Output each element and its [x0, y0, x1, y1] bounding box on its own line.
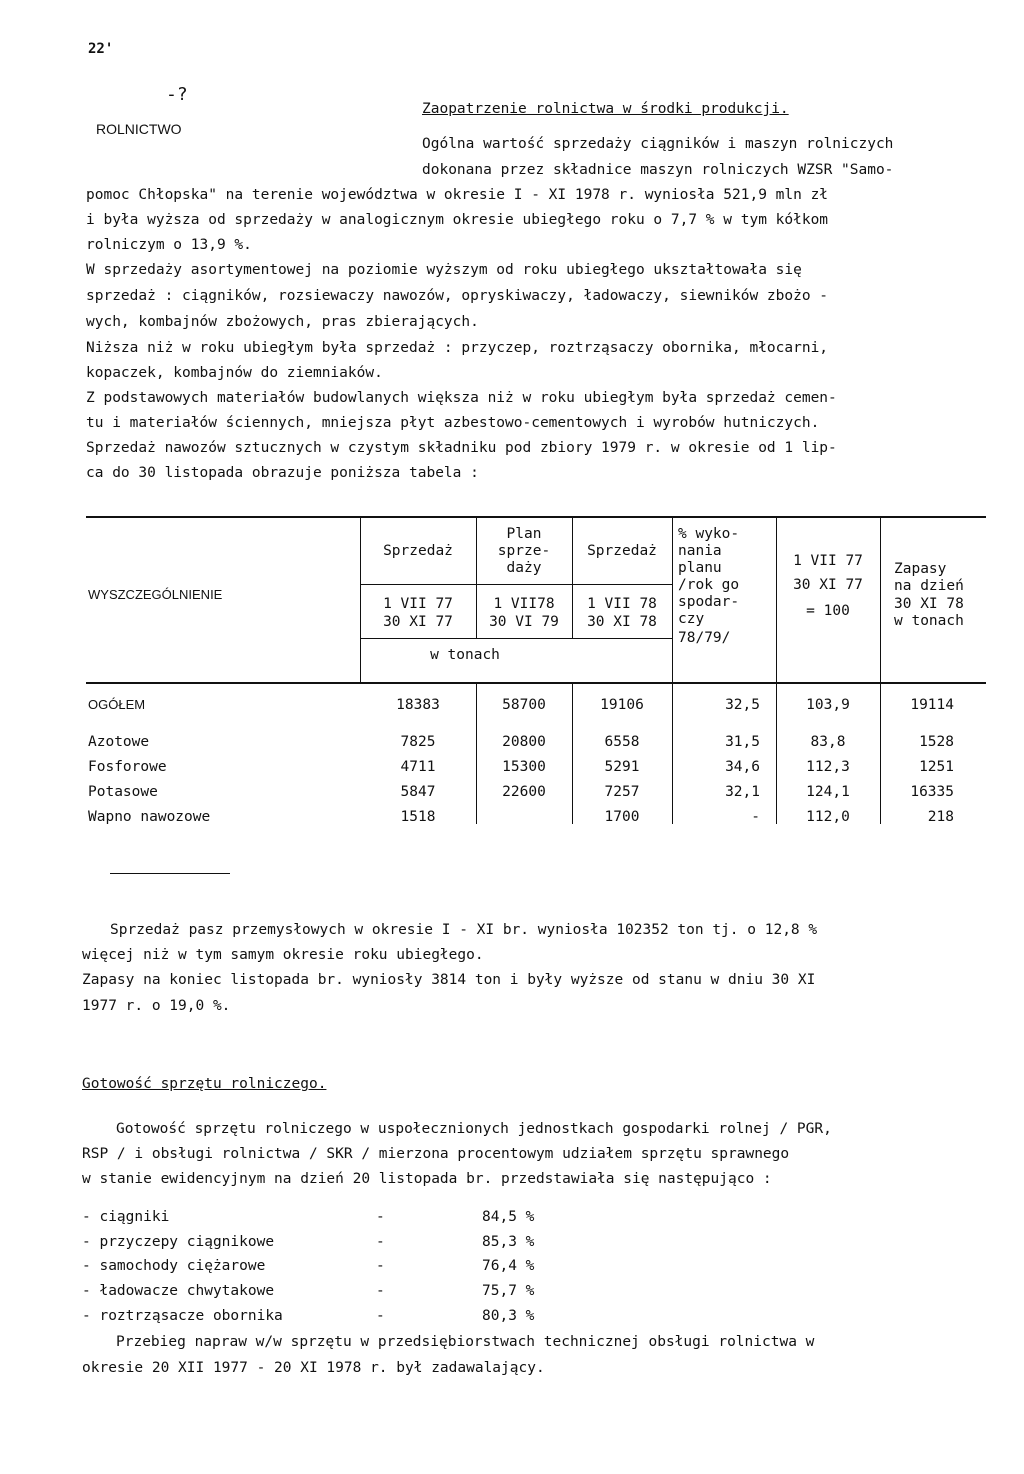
header-sales-1977-to: 30 XI 77 [383, 614, 453, 630]
header-plan-to: 30 VI 79 [489, 614, 559, 630]
row-ratio: 112,0 [806, 809, 850, 825]
header-plan-from: 1 VII78 [493, 596, 555, 612]
item-value: 80,3 % [482, 1308, 535, 1324]
supply-line: sprzedaż : ciągników, rozsiewaczy nawozów, opryskiwaczy, ładowaczy, siewników zbożo - [86, 288, 829, 304]
item-value: 84,5 % [482, 1209, 535, 1225]
supply-line: Z podstawowych materiałów budowlanych większa niż w roku ubiegłym była sprzedaż cemen- [86, 390, 837, 406]
row-stock: 19114 [910, 697, 954, 713]
supply-line: Ogólna wartość sprzedaży ciągników i maszyn rolniczych [422, 136, 894, 152]
header-sales-1977-from: 1 VII 77 [383, 596, 453, 612]
readiness-intro-line: RSP / i obsługi rolnictwa / SKR / mierzona procentowym udziałem sprzętu sprawnego [82, 1146, 790, 1162]
supply-line: W sprzedaży asortymentowej na poziomie wyższym od roku ubiegłego ukształtowała się [86, 262, 802, 278]
row-sales-1978: 5291 [604, 759, 640, 775]
item-dash: - [376, 1258, 385, 1274]
row-name: Fosforowe [88, 759, 167, 775]
row-sales-1978: 6558 [604, 734, 640, 750]
supply-line: dokonana przez składnice maszyn rolniczych WZSR "Samo- [422, 162, 894, 178]
row-stock: 16335 [910, 784, 954, 800]
row-sales-1977: 18383 [396, 697, 440, 713]
header-plan: Plan [506, 526, 542, 542]
row-ratio: 83,8 [810, 734, 846, 750]
header-ratio: = 100 [806, 603, 850, 619]
row-plan: 22600 [502, 784, 546, 800]
supply-line: rolniczym o 13,9 %. [86, 237, 252, 253]
page-number: 22' [88, 41, 114, 57]
section-label: ROLNICTWO [96, 121, 182, 137]
header-sales-1978-from: 1 VII 78 [587, 596, 657, 612]
header-stock: na dzień [894, 578, 964, 594]
header-pct: % wyko- [678, 526, 740, 542]
row-sales-1978: 1700 [604, 809, 640, 825]
feed-sales-line: więcej niż w tym samym okresie roku ubiegłego. [82, 947, 484, 963]
row-plan: 58700 [502, 697, 546, 713]
row-plan: 20800 [502, 734, 546, 750]
readiness-heading: Gotowość sprzętu rolniczego. [82, 1076, 327, 1092]
row-ratio: 112,3 [806, 759, 850, 775]
footnote-rule [110, 873, 230, 874]
row-sales-1977: 7825 [400, 734, 436, 750]
supply-line: ca do 30 listopada obrazuje poniższa tabela : [86, 465, 479, 481]
header-pct: /rok go [678, 577, 740, 593]
header-ratio: 1 VII 77 [793, 553, 863, 569]
row-stock: 1528 [919, 734, 954, 750]
readiness-intro-line: w stanie ewidencyjnym na dzień 20 listopada br. przedstawiała się następująco : [82, 1171, 772, 1187]
row-stock: 218 [927, 809, 954, 825]
item-value: 85,3 % [482, 1234, 535, 1250]
header-ratio: 30 XI 77 [793, 577, 863, 593]
row-ratio: 124,1 [806, 784, 850, 800]
row-pct: 32,1 [725, 784, 760, 800]
item-name: - ładowacze chwytakowe [82, 1283, 275, 1299]
item-name: - przyczepy ciągnikowe [82, 1234, 275, 1250]
item-dash: - [376, 1209, 385, 1225]
header-stock: 30 XI 78 [894, 596, 964, 612]
row-name: Wapno nawozowe [88, 809, 211, 825]
supply-line: tu i materiałów ściennych, mniejsza płyt azbestowo-cementowych i wyrobów hutniczych. [86, 415, 820, 431]
header-pct: nania [678, 543, 722, 559]
readiness-closing-line: okresie 20 XII 1977 - 20 XI 1978 r. był zadawalający. [82, 1360, 545, 1376]
supply-line: pomoc Chłopska" na terenie województwa w okresie I - XI 1978 r. wyniosła 521,9 mln zł [86, 187, 829, 203]
header-pct: planu [678, 560, 722, 576]
header-pct: czy [678, 611, 705, 627]
row-stock: 1251 [919, 759, 954, 775]
item-dash: - [376, 1308, 385, 1324]
row-pct: 34,6 [725, 759, 760, 775]
item-dash: - [376, 1234, 385, 1250]
margin-mark: -? [166, 84, 188, 105]
header-pct: spodar- [678, 594, 740, 610]
row-sales-1978: 7257 [604, 784, 640, 800]
header-sales-1977: Sprzedaż [383, 543, 453, 559]
item-value: 76,4 % [482, 1258, 535, 1274]
feed-sales-line: Sprzedaż pasz przemysłowych w okresie I - XI br. wyniosła 102352 ton tj. o 12,8 % [110, 922, 818, 938]
header-plan: sprze- [497, 543, 551, 559]
supply-heading: Zaopatrzenie rolnictwa w środki produkcji. [422, 101, 789, 117]
header-sales-1978: Sprzedaż [587, 543, 657, 559]
row-name: Azotowe [88, 734, 150, 750]
supply-line: wych, kombajnów zbożowych, pras zbierających. [86, 314, 479, 330]
row-sales-1977: 1518 [400, 809, 436, 825]
item-name: - samochody ciężarowe [82, 1258, 266, 1274]
header-stock: Zapasy [894, 561, 947, 577]
readiness-intro-line: Gotowość sprzętu rolniczego w uspołecznionych jednostkach gospodarki rolnej / PGR, [116, 1121, 832, 1137]
row-name: OGÓŁEM [88, 697, 146, 712]
header-stock: w tonach [894, 613, 964, 629]
row-ratio: 103,9 [806, 697, 850, 713]
item-value: 75,7 % [482, 1283, 535, 1299]
supply-line: Niższa niż w roku ubiegłym była sprzedaż : przyczep, roztrząsaczy obornika, młocarni, [86, 340, 829, 356]
header-plan: daży [506, 560, 542, 576]
item-dash: - [376, 1283, 385, 1299]
supply-line: i była wyższa od sprzedaży w analogicznym okresie ubiegłego roku o 7,7 % w tym kółkom [86, 212, 829, 228]
supply-line: Sprzedaż nawozów sztucznych w czystym składniku pod zbiory 1979 r. w okresie od 1 lip- [86, 440, 837, 456]
header-spec: WYSZCZEGÓLNIENIE [88, 587, 223, 602]
row-sales-1978: 19106 [600, 697, 644, 713]
item-name: - roztrząsacze obornika [82, 1308, 283, 1324]
row-name: Potasowe [88, 784, 158, 800]
header-sales-1978-to: 30 XI 78 [587, 614, 657, 630]
readiness-closing-line: Przebieg napraw w/w sprzętu w przedsiębiorstwach technicznej obsługi rolnictwa w [116, 1334, 815, 1350]
feed-sales-line: 1977 r. o 19,0 %. [82, 998, 231, 1014]
row-sales-1977: 4711 [400, 759, 436, 775]
header-pct: 78/79/ [678, 630, 731, 646]
row-pct: 32,5 [725, 697, 760, 713]
feed-sales-line: Zapasy na koniec listopada br. wyniosły 3814 ton i były wyższe od stanu w dniu 30 XI [82, 972, 816, 988]
row-sales-1977: 5847 [400, 784, 436, 800]
row-plan: 15300 [502, 759, 546, 775]
row-pct: - [751, 809, 760, 825]
header-units: w tonach [430, 647, 500, 663]
supply-line: kopaczek, kombajnów do ziemniaków. [86, 365, 383, 381]
item-name: - ciągniki [82, 1209, 170, 1225]
row-pct: 31,5 [725, 734, 760, 750]
